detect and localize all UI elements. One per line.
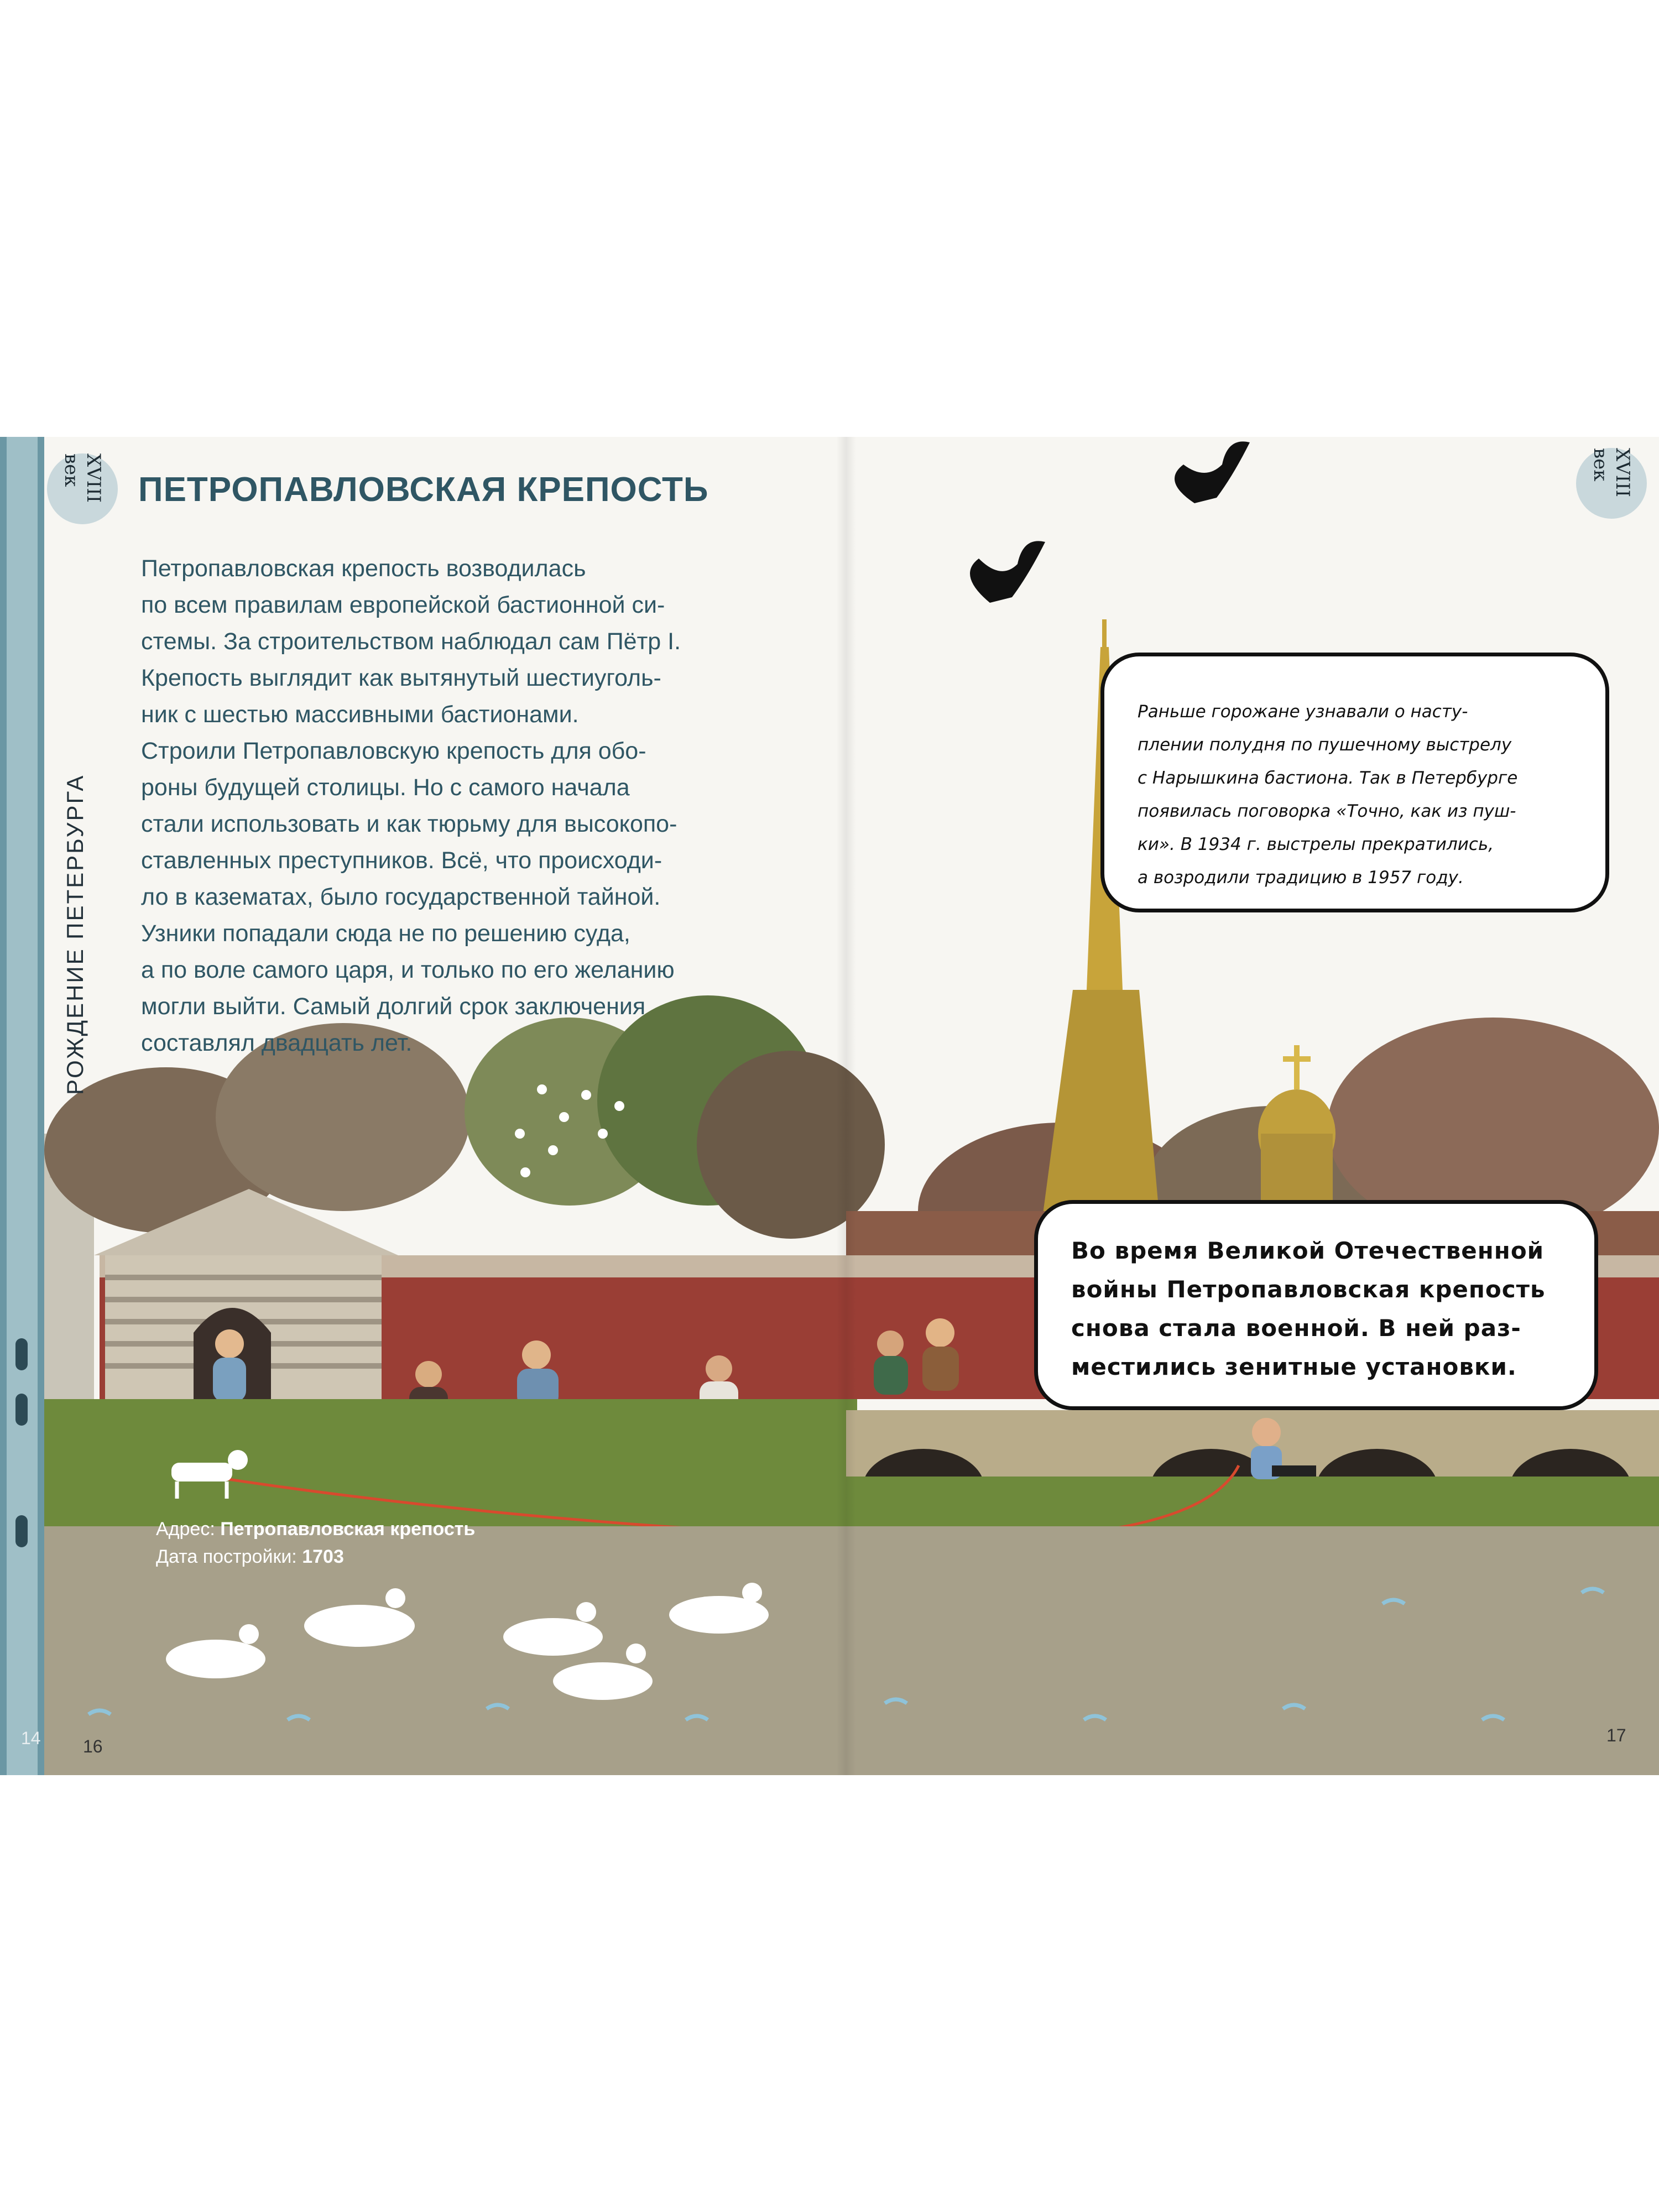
page-edge-strip — [0, 437, 44, 1775]
date-value: 1703 — [302, 1546, 344, 1567]
date-label: Дата постройки: — [156, 1546, 297, 1567]
speech-bubble-war — [1034, 1200, 1598, 1410]
page-number-right: 17 — [1606, 1725, 1626, 1745]
century-tab-right-label: XVIII век — [1589, 448, 1634, 498]
edge-dot — [15, 1338, 28, 1370]
right-page — [846, 437, 1659, 1775]
speech-bubble-war-text: Во время Великой Отечественной войны Петропавловская крепость снова стала военной. В ней раз- местились зенитные установки. — [1071, 1237, 1546, 1380]
speech-bubble-noon-cannon — [1100, 653, 1609, 912]
page-edge-inner — [7, 437, 38, 1775]
info-block — [156, 1515, 475, 1571]
edge-dot — [15, 1394, 28, 1426]
address-label: Адрес: — [156, 1519, 215, 1540]
edge-page-number: 14 — [21, 1728, 41, 1748]
section-title-vertical: РОЖДЕНИЕ ПЕТЕРБУРГА — [62, 774, 88, 1095]
left-page — [0, 437, 846, 1775]
date-line — [156, 1543, 475, 1571]
address-value: Петропавловская крепость — [220, 1519, 476, 1540]
body-text: Петропавловская крепость возводилась по всем правилам европейской бастионной си- стемы. За строительством наблюдал сам Пётр I. Крепость выглядит как вытянутый шестиуголь- ник с шестью массивными бастионами. Строили Петропавловскую крепость для обо- роны будущей столицы. Но с самого начала стали использовать и как тюрьму для высокопо- ставленных преступников. Всё, что происходи- ло в казематах, было государственной тайной. Узники попадали сюда не по решению суда, а по воле самого царя, и только по его желанию могли выйти. Самый долгий срок заключения составлял двадцать лет. — [141, 555, 681, 1056]
book-spread — [0, 437, 1659, 1775]
edge-dot — [15, 1515, 28, 1547]
page-number-left: 16 — [83, 1736, 103, 1756]
speech-bubble-noon-cannon-text: Раньше горожане узнавали о насту- плении полудня по пушечному выстрелу с Нарышкина бастиона. Так в Петербурге появилась поговорка «Точно, как из пуш- ки». В 1934 г. выстрелы прекратились, а возродили традицию в 1957 году. — [1138, 702, 1518, 888]
address-line — [156, 1515, 475, 1543]
century-tab-right — [1576, 448, 1647, 519]
century-tab — [47, 453, 118, 524]
century-tab-label: XVIII век — [60, 453, 105, 503]
page-title: ПЕТРОПАВЛОВСКАЯ КРЕПОСТЬ — [138, 471, 709, 509]
